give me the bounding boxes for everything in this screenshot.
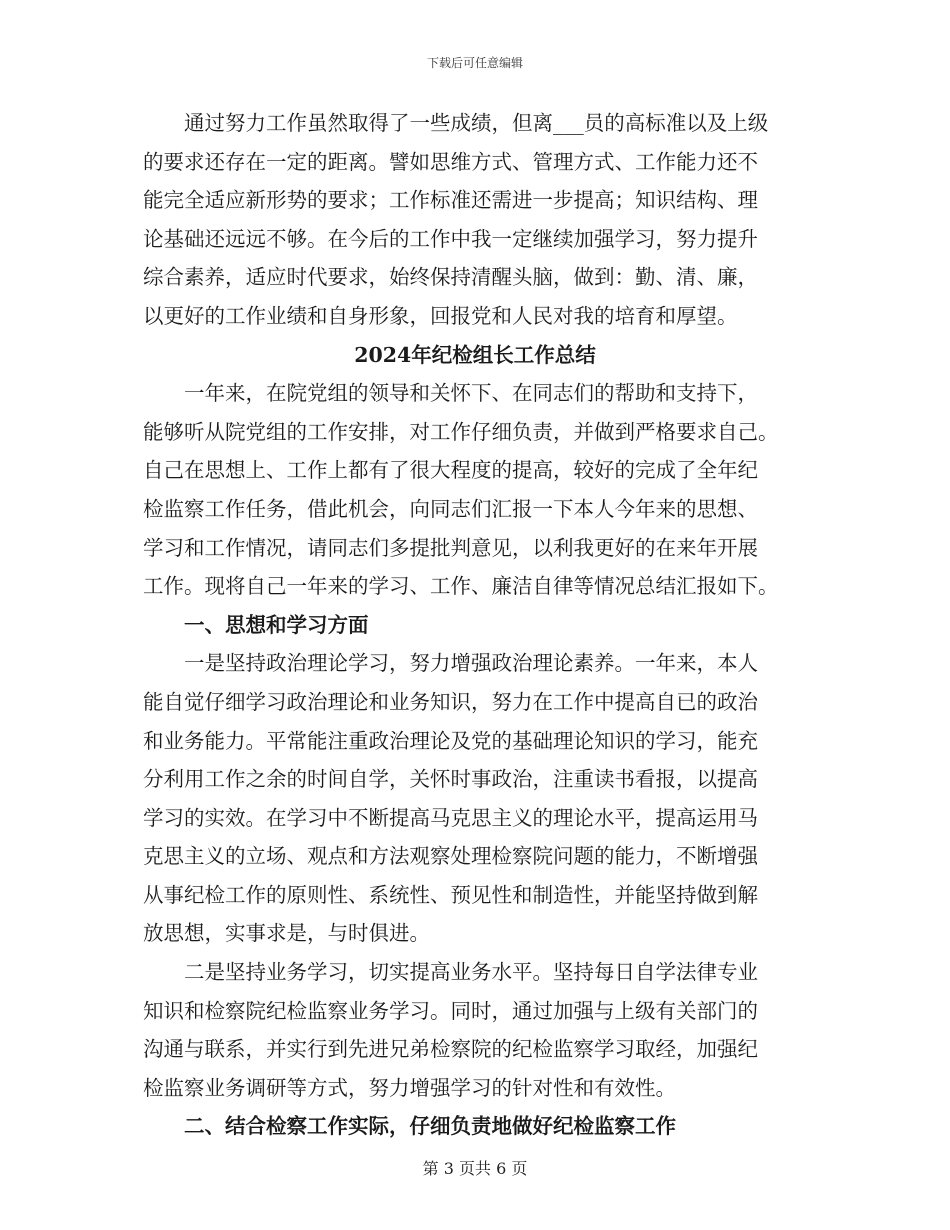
section-heading-2: 二、结合检察工作实际，仔细负责地做好纪检监察工作	[184, 1114, 676, 1139]
text-line: 能自觉仔细学习政治理论和业务知识，努力在工作中提高自已的政治	[143, 689, 758, 714]
paragraph-political-study	[143, 644, 807, 953]
paragraph-overview	[143, 374, 807, 606]
text-line: 分利用工作之余的时间自学，关怀时事政治，注重读书看报，以提高	[143, 767, 758, 792]
text-line: 一是坚持政治理论学习，努力增强政治理论素养。一年来，本人	[184, 651, 758, 676]
text-line: 沟通与联系，并实行到先进兄弟检察院的纪检监察学习取经，加强纪	[143, 1037, 758, 1062]
text-line: 能够听从院党组的工作安排，对工作仔细负责，并做到严格要求自己。	[143, 419, 779, 444]
text-line: 一年来，在院党组的领导和关怀下、在同志们的帮助和支持下，	[184, 381, 758, 406]
text-line: 以更好的工作业绩和自身形象，回报党和人民对我的培育和厚望。	[143, 303, 738, 328]
text-line: 二是坚持业务学习，切实提高业务水平。坚持每日自学法律专业	[184, 960, 758, 985]
text-line: 综合素养，适应时代要求，始终保持清醒头脑，做到：勤、清、廉，	[143, 265, 758, 290]
text-line: 学习的实效。在学习中不断提高马克思主义的理论水平，提高运用马	[143, 805, 758, 830]
text-line: 学习和工作情况，请同志们多提批判意见，以利我更好的在来年开展	[143, 535, 758, 560]
text-line: 工作。现将自己一年来的学习、工作、廉洁自律等情况总结汇报如下。	[143, 574, 779, 599]
page-header-note: 下载后可任意编辑	[426, 56, 523, 70]
text-line: 的要求还存在一定的距离。譬如思维方式、管理方式、工作能力还不	[143, 149, 758, 174]
text-line: 自己在思想上、工作上都有了很大程度的提高，较好的完成了全年纪	[143, 458, 758, 483]
text-line: 从事纪检工作的原则性、系统性、预见性和制造性，并能坚持做到解	[143, 882, 758, 907]
text-line: 知识和检察院纪检监察业务学习。同时，通过加强与上级有关部门的	[143, 998, 758, 1023]
paragraph-business-study	[143, 953, 807, 1107]
document-title: 2024年纪检组长工作总结	[354, 342, 596, 367]
text-line: 通过努力工作虽然取得了一些成绩，但离___员的高标准以及上级	[184, 111, 769, 135]
text-line: 克思主义的立场、观点和方法观察处理检察院问题的能力，不断增强	[143, 844, 758, 869]
text-line: 能完全适应新形势的要求；工作标准还需进一步提高；知识结构、理	[143, 188, 758, 213]
text-line: 检监察业务调研等方式，努力增强学习的针对性和有效性。	[143, 1075, 676, 1100]
section-heading-1: 一、思想和学习方面	[184, 612, 369, 637]
page-number: 第 3 页共 6 页	[422, 1159, 528, 1178]
text-line: 论基础还远远不够。在今后的工作中我一定继续加强学习，努力提升	[143, 226, 758, 251]
text-line: 检监察工作任务，借此机会，向同志们汇报一下本人今年来的思想、	[143, 496, 758, 521]
paragraph-intro	[143, 104, 807, 336]
document-body	[143, 104, 807, 1146]
text-line: 和业务能力。平常能注重政治理论及党的基础理论知识的学习，能充	[143, 728, 758, 753]
text-line: 放思想，实事求是，与时俱进。	[143, 921, 430, 946]
